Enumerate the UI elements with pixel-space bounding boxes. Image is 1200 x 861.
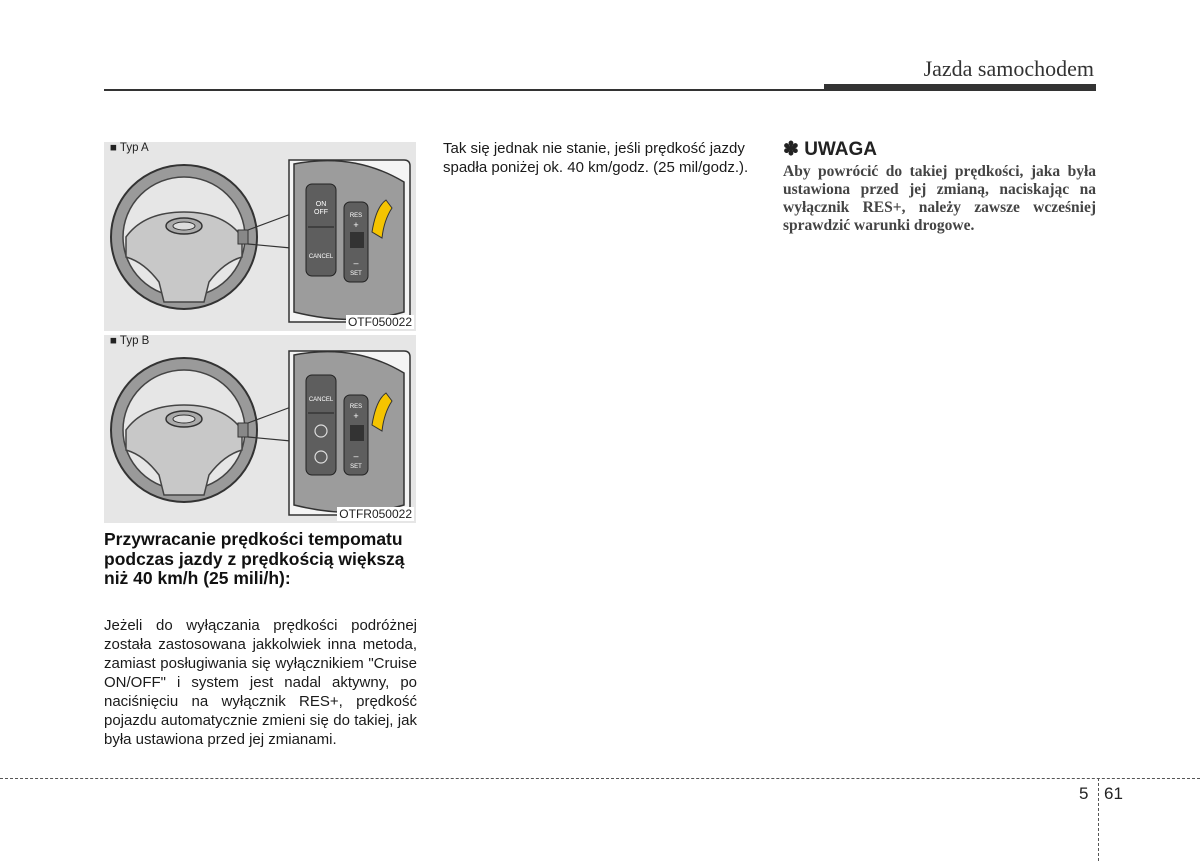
running-header: Jazda samochodem — [923, 56, 1094, 81]
off-label: OFF — [314, 209, 328, 216]
cancel-label: CANCEL — [308, 397, 334, 403]
chapter-number: 5 — [1079, 784, 1089, 803]
set-label: SET — [350, 271, 362, 277]
figure-label: ■ Typ B — [110, 335, 150, 347]
page-number: 61 — [1104, 784, 1123, 803]
figure-label: ■ Typ A — [110, 142, 149, 154]
footer-rule — [0, 778, 1200, 779]
section-heading: Przywracanie prędkości tempomatu podczas jazdy z prędkością większą niż 40 km/h (25 mili/h): — [104, 529, 405, 588]
on-label: ON — [315, 201, 327, 208]
plus-label: + — [353, 411, 359, 421]
continuation-paragraph: Tak się jednak nie stanie, jeśli prędkość jazdy spadła poniżej ok. 40 km/godz. (25 mil/godz.). — [443, 140, 749, 176]
cancel-label: CANCEL — [308, 254, 334, 260]
plus-label: + — [353, 220, 359, 230]
header-rule-bar — [824, 84, 1096, 91]
res-label: RES — [349, 213, 363, 219]
note-body: Aby powrócić do takiej prędkości, jaka była ustawiona przed jej zmianą, naciskając na wyłącznik RES+, należy zawsze wcześniej sprawdzić warunki drogowe. — [783, 163, 1096, 234]
figure-type-b — [104, 335, 416, 523]
steering-wheel-illustration-b — [104, 335, 416, 523]
minus-label: – — [353, 451, 359, 461]
set-label: SET — [350, 464, 362, 470]
figure-code: OTFR050022 — [339, 507, 412, 521]
figure-code: OTF050022 — [347, 315, 412, 329]
res-label: RES — [349, 404, 363, 410]
steering-wheel-illustration-a — [104, 142, 416, 331]
section-body: Jeżeli do wyłączania prędkości podróżnej została zastosowana jakkolwiek inna metoda, zamiast posługiwania się wyłącznikiem "Cruise ON/OFF" i system jest nadal aktywny, po naciśnięciu na wyłącznik RES+, prędkość pojazdu automatycznie zmieni się do takiej, jak była ustawiona przed jej zmianami. — [104, 617, 417, 748]
figure-type-a — [104, 142, 416, 331]
minus-label: – — [353, 258, 359, 268]
header-rule — [104, 89, 824, 91]
footer-divider — [1098, 778, 1099, 861]
note-title: ✽ UWAGA — [783, 139, 878, 160]
